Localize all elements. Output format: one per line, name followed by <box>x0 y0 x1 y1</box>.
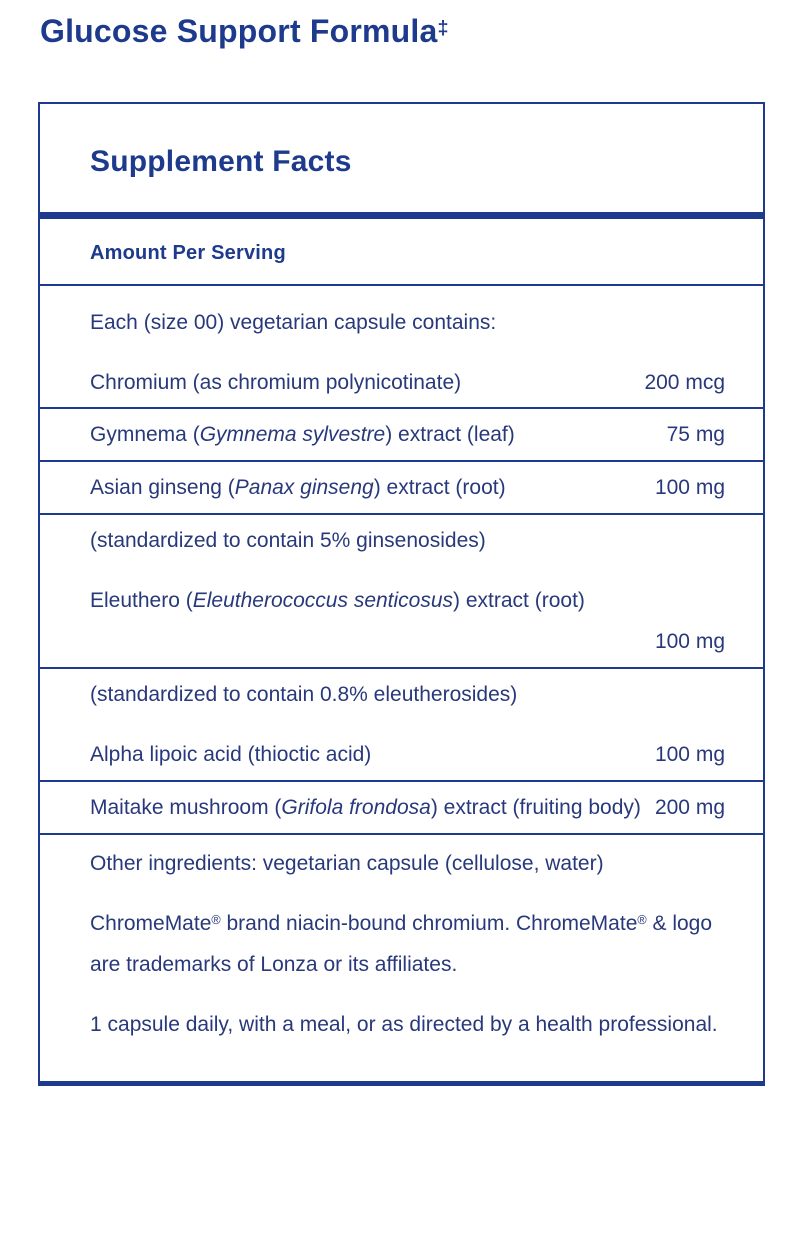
text-segment: Eleuthero ( <box>90 589 193 612</box>
ingredient-row <box>90 362 725 403</box>
double-dagger-superscript: ‡ <box>437 16 449 39</box>
facts-cell <box>40 407 763 460</box>
facts-cell <box>40 513 763 667</box>
supplement-facts-heading: Supplement Facts <box>90 145 352 178</box>
text-segment: ) extract (leaf) <box>385 423 515 446</box>
ingredient-name <box>90 529 486 552</box>
text-row <box>90 302 725 343</box>
ingredient-row <box>90 734 725 775</box>
page-title-text: Glucose Support Formula <box>40 13 438 49</box>
text-segment: ) extract (root) <box>453 589 585 612</box>
ingredient-name <box>90 734 371 775</box>
thick-divider <box>40 212 763 219</box>
ingredient-name <box>90 1013 718 1036</box>
text-segment: 1 capsule daily, with a meal, or as directed by a health professional. <box>90 1013 718 1036</box>
latin-name: Eleutherococcus senticosus <box>192 589 454 612</box>
supplement-facts-panel <box>38 102 765 1086</box>
page-title <box>40 12 760 55</box>
ingredient-row <box>90 467 725 508</box>
text-segment: Gymnema ( <box>90 423 200 446</box>
latin-name: Panax ginseng <box>234 476 374 499</box>
ingredient-row <box>90 580 725 621</box>
text-segment: ) extract (root) <box>373 476 506 499</box>
text-row <box>90 1004 725 1045</box>
ingredient-amount: 100 mg <box>654 476 725 499</box>
ingredient-name <box>90 362 461 403</box>
facts-cell <box>40 833 763 1081</box>
text-segment: Alpha lipoic acid (thioctic acid) <box>90 743 372 766</box>
ingredient-amount: 100 mg <box>654 630 725 653</box>
facts-cell <box>40 460 763 513</box>
text-segment: ) extract (fruiting body) <box>430 796 641 819</box>
text-segment: Other ingredients: vegetarian capsule (cellulose, water) <box>90 852 604 875</box>
ingredient-name <box>90 311 496 334</box>
ingredient-row <box>90 787 725 828</box>
text-segment: brand niacin-bound chromium. ChromeMate <box>220 912 638 935</box>
ingredient-amount: 200 mg <box>654 796 725 819</box>
text-segment: Maitake mushroom ( <box>90 796 282 819</box>
text-segment: Chromium (as chromium polynicotinate) <box>90 371 462 394</box>
amount-per-serving-header: Amount Per Serving <box>40 219 763 286</box>
ingredient-name <box>90 589 585 612</box>
text-row <box>90 843 725 884</box>
text-segment: & logo are trademarks of Lonza or its affiliates. <box>90 912 713 976</box>
ingredient-row <box>90 414 725 455</box>
ingredient-name <box>90 912 712 976</box>
registered-mark: ® <box>211 913 221 928</box>
text-segment: (standardized to contain 0.8% eleutherosides) <box>90 683 518 706</box>
latin-name: Gymnema sylvestre <box>199 423 386 446</box>
ingredient-name <box>90 683 517 706</box>
ingredient-amount: 75 mg <box>666 423 725 446</box>
ingredient-amount: 100 mg <box>654 743 725 766</box>
facts-rows <box>40 286 763 1081</box>
text-row <box>90 520 725 561</box>
facts-cell <box>40 780 763 833</box>
text-segment: ChromeMate <box>90 912 212 935</box>
text-segment: (standardized to contain 5% ginsenosides) <box>90 529 486 552</box>
ingredient-name <box>90 414 515 455</box>
text-segment: Each (size 00) vegetarian capsule contains: <box>90 311 497 334</box>
text-segment: Asian ginseng ( <box>90 476 235 499</box>
ingredient-amount: 200 mcg <box>644 371 725 394</box>
ingredient-name <box>90 787 641 828</box>
registered-mark: ® <box>637 913 647 928</box>
latin-name: Grifola frondosa <box>281 796 431 819</box>
text-row <box>90 903 725 985</box>
text-row <box>90 674 725 715</box>
ingredient-name <box>90 852 604 875</box>
facts-cell <box>40 286 763 407</box>
facts-cell <box>40 667 763 780</box>
ingredient-name <box>90 467 506 508</box>
